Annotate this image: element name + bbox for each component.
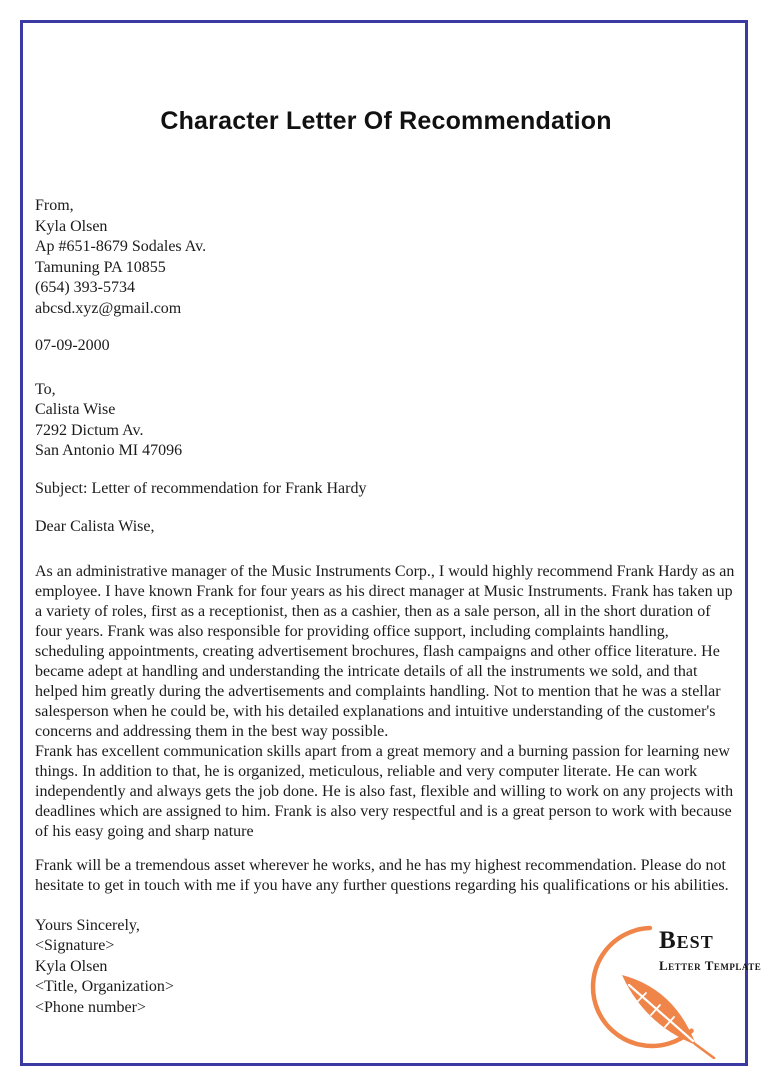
- brand-name: Best: [659, 927, 714, 954]
- brand-logo: [581, 917, 762, 1059]
- title-organization-placeholder: <Title, Organization>: [35, 978, 174, 995]
- page-border-frame: [20, 20, 762, 1066]
- page-title: Character Letter Of Recommendation: [160, 107, 612, 135]
- body-paragraph: Frank has excellent communication skills apart from a great memory and a burning passion for learning new things. In addition to that, he is organized, meticulous, reliable and very computer literate. He can work independently and always gets the job done. He is also fast, flexible and willing to work on any projects with deadlines which are assigned to him. Frank is also very respectful and is a great person to work with because of his easy going and sharp nature: [35, 742, 734, 840]
- closing-valediction: Yours Sincerely,: [35, 916, 140, 934]
- signature-placeholder: <Signature>: [35, 937, 115, 954]
- body-paragraph: Frank will be a tremendous asset wherever he works, and he has my highest recommendation. Please do not hesitate to get in touch with me if you have any further questions regarding his qualifications or his abilities.: [35, 856, 729, 894]
- sender-phone: (654) 393-5734: [35, 279, 135, 296]
- recipient-street: 7292 Dictum Av.: [35, 421, 144, 439]
- to-label: To,: [35, 380, 56, 398]
- subject-line: Subject: Letter of recommendation for Frank Hardy: [35, 479, 367, 497]
- brand-tagline: Letter Template: [659, 958, 762, 973]
- sender-name: Kyla Olsen: [35, 217, 108, 235]
- recipient-city: San Antonio MI 47096: [35, 442, 183, 459]
- sender-email: abcsd.xyz@gmail.com: [35, 299, 182, 317]
- sender-address-block: [35, 196, 737, 319]
- signer-name: Kyla Olsen: [35, 957, 108, 975]
- from-label: From,: [35, 197, 74, 214]
- letter-body: [35, 562, 737, 896]
- salutation: Dear Calista Wise,: [35, 518, 155, 535]
- body-paragraph: As an administrative manager of the Music Instruments Corp., I would highly recommend Frank Hardy as an employee. I have known Frank for four years as his direct manager at Music Instruments. Frank has taken up a variety of roles, first as a receptionist, then as a cashier, then as a sale person, all in the short duration of four years. Frank was also responsible for providing office support, including complaints handling, scheduling appointments, creating advertisement brochures, flash campaigns and other office literature. He became adept at handling and understanding the intricate details of all the instruments we sold, and that helped him greatly during the advertisements and complaints handling. Not to mention that he was a stellar salesperson when he could be, with his detailed explanations and intuitive understanding of the customer's concerns and addressing them in the best way possible.: [35, 562, 735, 740]
- sender-street: Ap #651-8679 Sodales Av.: [35, 238, 207, 255]
- recipient-address-block: [35, 380, 737, 462]
- letter-date: 07-09-2000: [35, 337, 110, 354]
- sender-city: Tamuning PA 10855: [35, 258, 166, 276]
- recipient-name: Calista Wise: [35, 401, 116, 418]
- phone-placeholder: <Phone number>: [35, 998, 146, 1016]
